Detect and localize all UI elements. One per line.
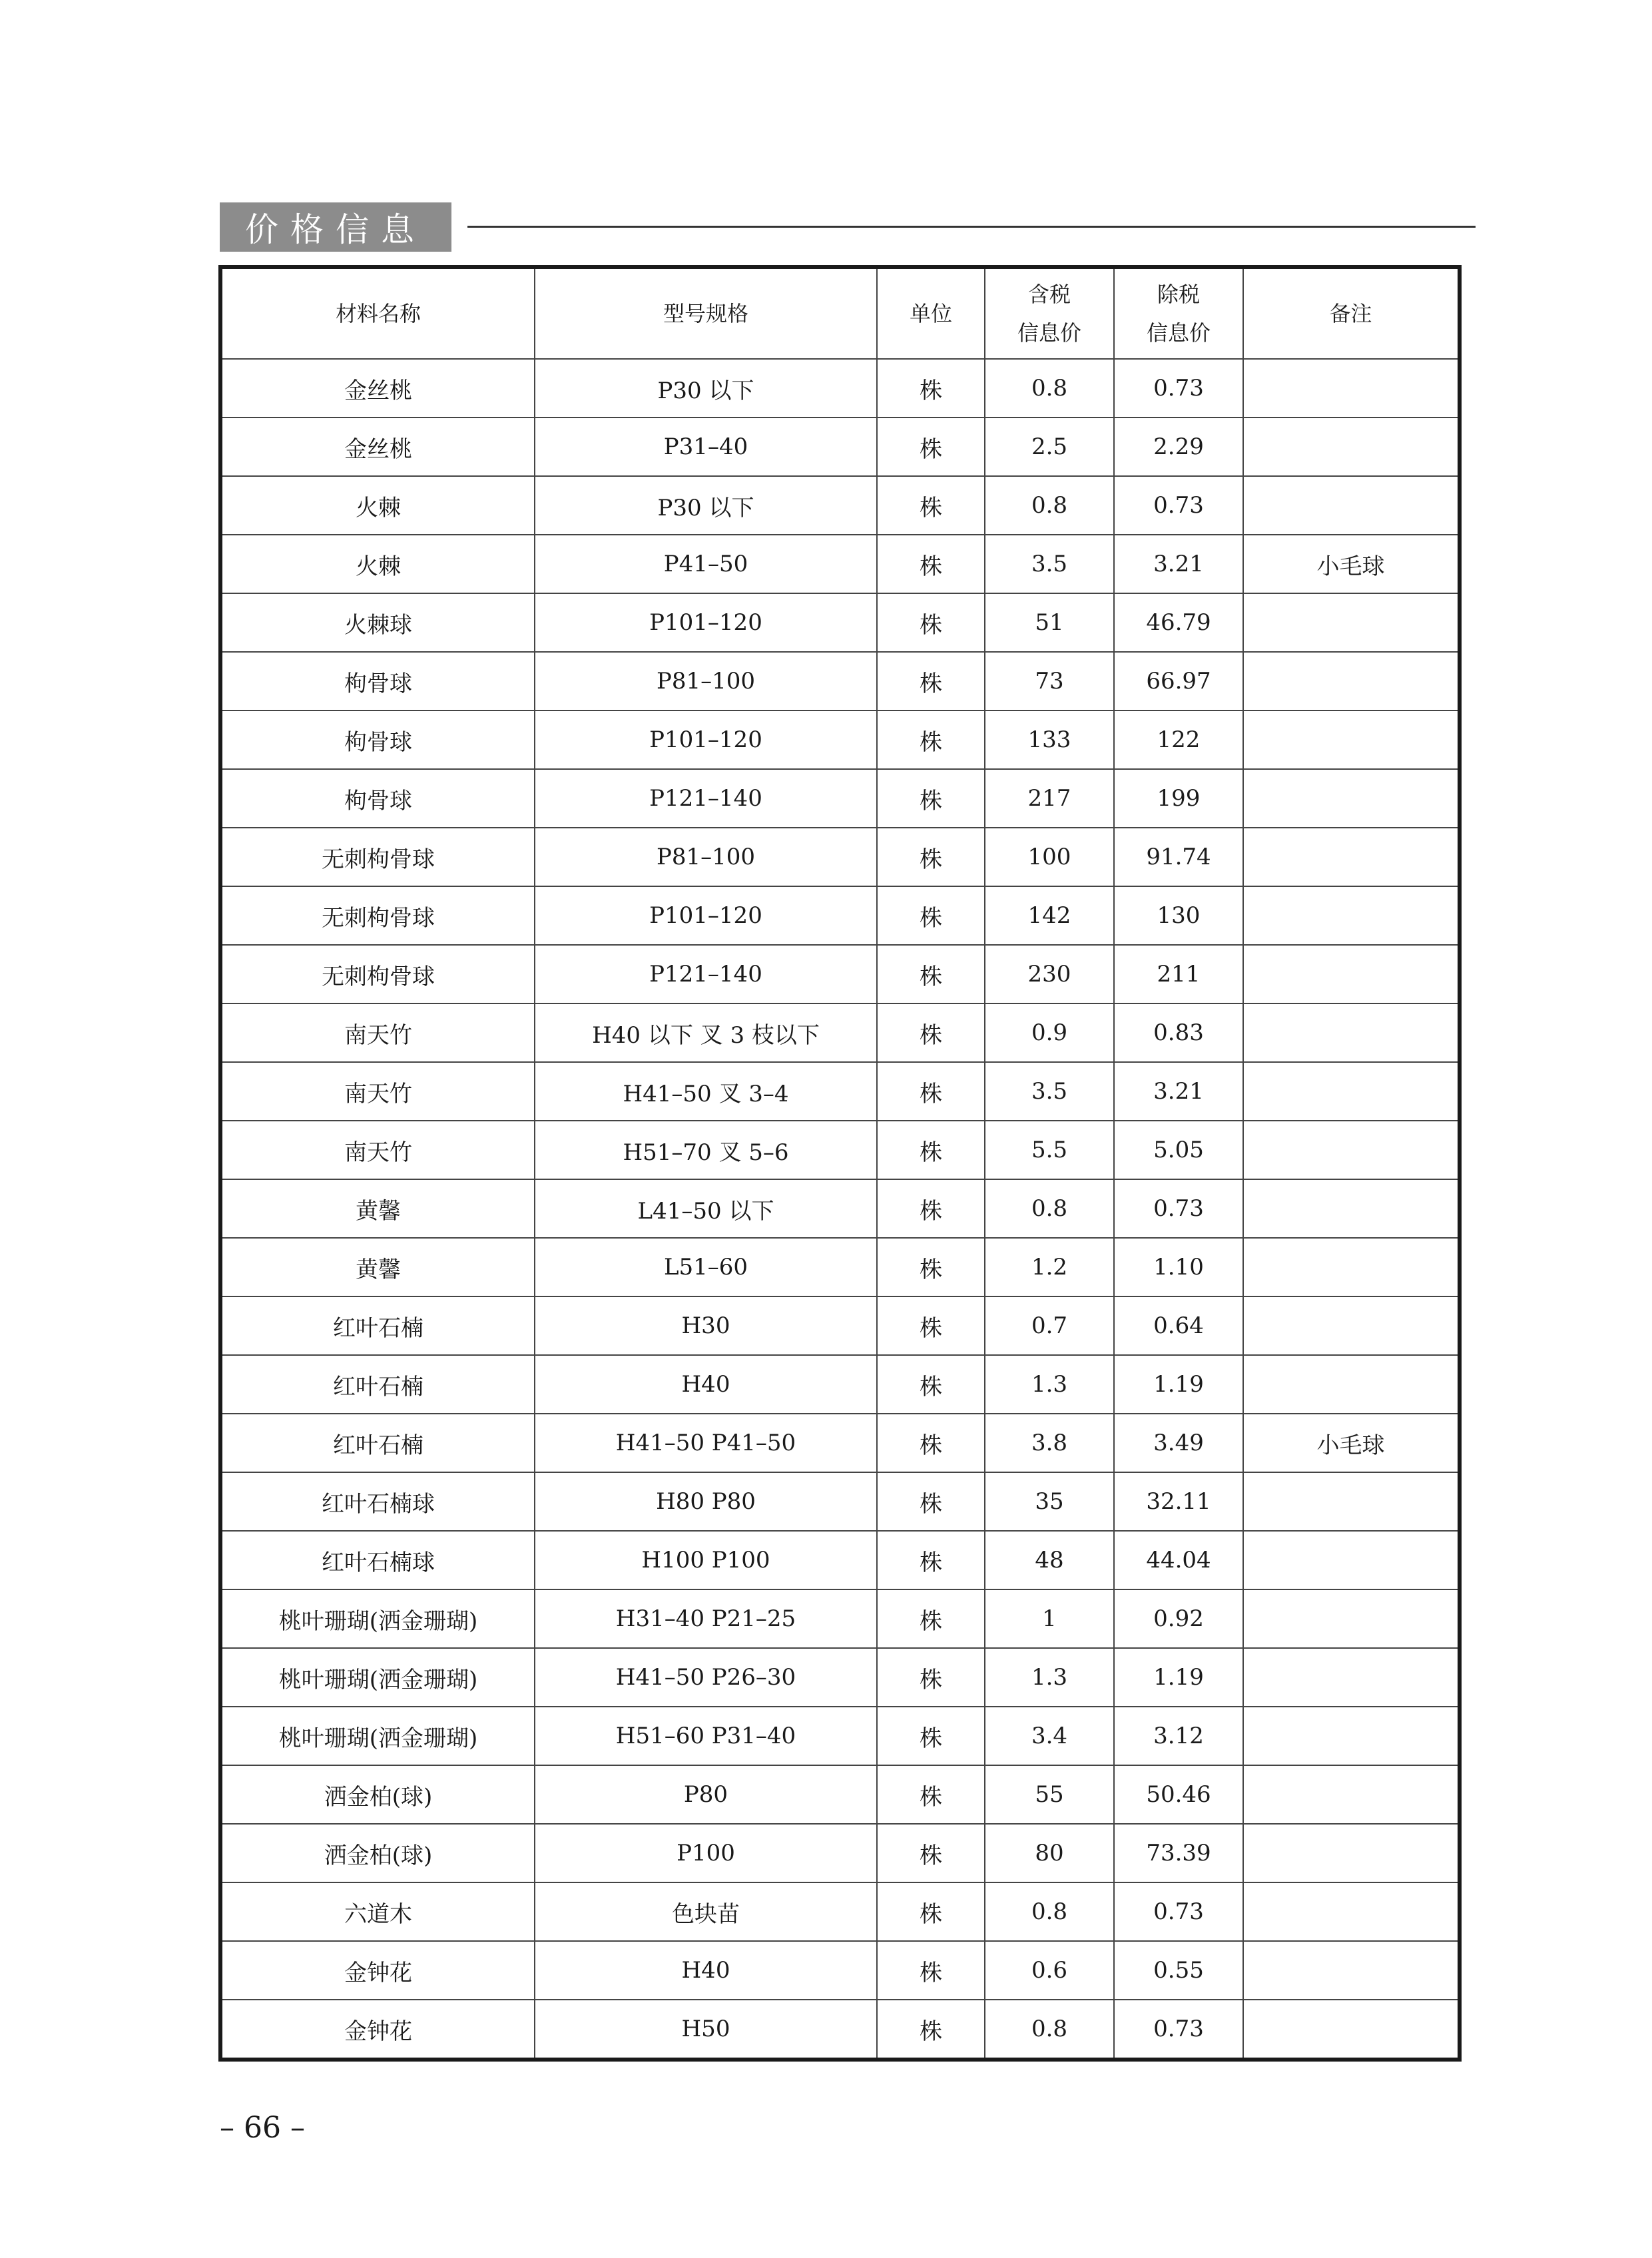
- cell-spec: P101–120: [535, 593, 877, 652]
- cell-remark: [1243, 418, 1460, 476]
- cell-name: 红叶石楠: [220, 1355, 535, 1414]
- cell-name: 六道木: [220, 1882, 535, 1941]
- cell-tax-inclusive-price: 3.8: [985, 1414, 1114, 1472]
- cell-remark: [1243, 1472, 1460, 1531]
- cell-unit: 株: [877, 535, 985, 593]
- table-row: [220, 652, 1460, 710]
- cell-tax-inclusive-price: 2.5: [985, 418, 1114, 476]
- cell-unit: 株: [877, 1238, 985, 1296]
- cell-name: 桃叶珊瑚(洒金珊瑚): [220, 1648, 535, 1707]
- cell-tax-inclusive-price: 5.5: [985, 1121, 1114, 1179]
- header-tax-exclusive-line2: 信息价: [1146, 320, 1211, 346]
- cell-spec: H40: [535, 1355, 877, 1414]
- cell-unit: 株: [877, 1765, 985, 1824]
- cell-unit: 株: [877, 1472, 985, 1531]
- cell-tax-inclusive-price: 142: [985, 886, 1114, 945]
- table-body: [220, 359, 1460, 2060]
- cell-tax-exclusive-price: 1.19: [1114, 1355, 1243, 1414]
- cell-unit: 株: [877, 1707, 985, 1765]
- cell-tax-inclusive-price: 3.5: [985, 535, 1114, 593]
- table-row: [220, 1882, 1460, 1941]
- cell-remark: [1243, 1179, 1460, 1238]
- cell-name: 红叶石楠: [220, 1414, 535, 1472]
- cell-tax-inclusive-price: 51: [985, 593, 1114, 652]
- cell-unit: 株: [877, 769, 985, 828]
- header-tax-exclusive-line1: 除税: [1157, 282, 1200, 307]
- cell-spec: H100 P100: [535, 1531, 877, 1589]
- table-row: [220, 359, 1460, 418]
- cell-tax-inclusive-price: 100: [985, 828, 1114, 886]
- cell-tax-exclusive-price: 5.05: [1114, 1121, 1243, 1179]
- cell-remark: [1243, 886, 1460, 945]
- cell-unit: 株: [877, 1179, 985, 1238]
- cell-tax-exclusive-price: 122: [1114, 710, 1243, 769]
- cell-name: 火棘: [220, 535, 535, 593]
- table-row: [220, 769, 1460, 828]
- cell-remark: [1243, 2000, 1460, 2060]
- cell-unit: 株: [877, 1062, 985, 1121]
- cell-spec: H40: [535, 1941, 877, 2000]
- cell-name: 枸骨球: [220, 769, 535, 828]
- cell-spec: P101–120: [535, 886, 877, 945]
- cell-name: 金钟花: [220, 2000, 535, 2060]
- cell-name: 金丝桃: [220, 418, 535, 476]
- table-row: [220, 1648, 1460, 1707]
- cell-tax-exclusive-price: 50.46: [1114, 1765, 1243, 1824]
- cell-remark: [1243, 828, 1460, 886]
- cell-tax-exclusive-price: 0.73: [1114, 1179, 1243, 1238]
- table-row: [220, 2000, 1460, 2060]
- table-row: [220, 945, 1460, 1003]
- page-number: – 66 –: [220, 2111, 305, 2145]
- cell-unit: 株: [877, 1414, 985, 1472]
- table-row: [220, 1238, 1460, 1296]
- cell-remark: [1243, 1531, 1460, 1589]
- cell-tax-exclusive-price: 66.97: [1114, 652, 1243, 710]
- header-name: 材料名称: [220, 267, 535, 359]
- cell-unit: 株: [877, 359, 985, 418]
- header-unit: 单位: [877, 267, 985, 359]
- cell-spec: H51–70 叉 5–6: [535, 1121, 877, 1179]
- cell-remark: [1243, 1941, 1460, 2000]
- cell-spec: P121–140: [535, 945, 877, 1003]
- cell-unit: 株: [877, 828, 985, 886]
- table-row: [220, 1707, 1460, 1765]
- cell-remark: 小毛球: [1243, 535, 1460, 593]
- header-tax-inclusive: [985, 267, 1114, 359]
- cell-unit: 株: [877, 1531, 985, 1589]
- cell-tax-exclusive-price: 211: [1114, 945, 1243, 1003]
- cell-spec: H41–50 P41–50: [535, 1414, 877, 1472]
- cell-tax-exclusive-price: 3.12: [1114, 1707, 1243, 1765]
- cell-tax-exclusive-price: 0.64: [1114, 1296, 1243, 1355]
- cell-remark: [1243, 359, 1460, 418]
- cell-tax-exclusive-price: 32.11: [1114, 1472, 1243, 1531]
- cell-spec: H51–60 P31–40: [535, 1707, 877, 1765]
- table-row: [220, 1121, 1460, 1179]
- cell-name: 桃叶珊瑚(洒金珊瑚): [220, 1589, 535, 1648]
- cell-unit: 株: [877, 886, 985, 945]
- cell-spec: H50: [535, 2000, 877, 2060]
- cell-name: 南天竹: [220, 1062, 535, 1121]
- cell-unit: 株: [877, 2000, 985, 2060]
- cell-remark: [1243, 1882, 1460, 1941]
- table-header: [220, 267, 1460, 359]
- table-row: [220, 1941, 1460, 2000]
- cell-tax-inclusive-price: 1.3: [985, 1355, 1114, 1414]
- cell-tax-inclusive-price: 0.8: [985, 476, 1114, 535]
- cell-name: 无刺枸骨球: [220, 945, 535, 1003]
- table-row: [220, 1062, 1460, 1121]
- cell-remark: [1243, 593, 1460, 652]
- cell-name: 黄馨: [220, 1238, 535, 1296]
- cell-tax-exclusive-price: 91.74: [1114, 828, 1243, 886]
- cell-name: 南天竹: [220, 1121, 535, 1179]
- cell-remark: [1243, 652, 1460, 710]
- cell-spec: P31–40: [535, 418, 877, 476]
- table-row: [220, 1003, 1460, 1062]
- cell-tax-inclusive-price: 0.8: [985, 1179, 1114, 1238]
- cell-tax-exclusive-price: 3.21: [1114, 535, 1243, 593]
- cell-tax-inclusive-price: 1: [985, 1589, 1114, 1648]
- cell-unit: 株: [877, 418, 985, 476]
- cell-spec: P30 以下: [535, 359, 877, 418]
- cell-tax-inclusive-price: 0.8: [985, 2000, 1114, 2060]
- cell-remark: 小毛球: [1243, 1414, 1460, 1472]
- cell-spec: H80 P80: [535, 1472, 877, 1531]
- cell-tax-exclusive-price: 0.83: [1114, 1003, 1243, 1062]
- cell-spec: H31–40 P21–25: [535, 1589, 877, 1648]
- cell-tax-inclusive-price: 55: [985, 1765, 1114, 1824]
- cell-unit: 株: [877, 652, 985, 710]
- table-row: [220, 1472, 1460, 1531]
- cell-spec: H41–50 叉 3–4: [535, 1062, 877, 1121]
- cell-name: 枸骨球: [220, 652, 535, 710]
- cell-name: 红叶石楠球: [220, 1531, 535, 1589]
- cell-name: 无刺枸骨球: [220, 828, 535, 886]
- cell-unit: 株: [877, 1882, 985, 1941]
- cell-spec: P80: [535, 1765, 877, 1824]
- cell-spec: 色块苗: [535, 1882, 877, 1941]
- cell-name: 桃叶珊瑚(洒金珊瑚): [220, 1707, 535, 1765]
- table-row: [220, 418, 1460, 476]
- cell-tax-inclusive-price: 217: [985, 769, 1114, 828]
- cell-spec: P100: [535, 1824, 877, 1882]
- cell-tax-exclusive-price: 0.55: [1114, 1941, 1243, 2000]
- cell-unit: 株: [877, 476, 985, 535]
- cell-remark: [1243, 769, 1460, 828]
- cell-tax-exclusive-price: 73.39: [1114, 1824, 1243, 1882]
- cell-remark: [1243, 1765, 1460, 1824]
- cell-remark: [1243, 1648, 1460, 1707]
- header-tax-exclusive: [1114, 267, 1243, 359]
- cell-spec: L41–50 以下: [535, 1179, 877, 1238]
- cell-tax-exclusive-price: 0.92: [1114, 1589, 1243, 1648]
- cell-tax-exclusive-price: 44.04: [1114, 1531, 1243, 1589]
- cell-tax-exclusive-price: 199: [1114, 769, 1243, 828]
- cell-tax-exclusive-price: 3.21: [1114, 1062, 1243, 1121]
- cell-name: 火棘: [220, 476, 535, 535]
- cell-tax-exclusive-price: 0.73: [1114, 476, 1243, 535]
- table-row: [220, 710, 1460, 769]
- cell-tax-inclusive-price: 0.6: [985, 1941, 1114, 2000]
- cell-spec: P81–100: [535, 652, 877, 710]
- cell-remark: [1243, 1062, 1460, 1121]
- section-title: 价格信息: [220, 202, 451, 252]
- table-row: [220, 1414, 1460, 1472]
- cell-tax-exclusive-price: 2.29: [1114, 418, 1243, 476]
- cell-name: 南天竹: [220, 1003, 535, 1062]
- cell-tax-inclusive-price: 0.8: [985, 1882, 1114, 1941]
- header-remark: 备注: [1243, 267, 1460, 359]
- cell-tax-inclusive-price: 48: [985, 1531, 1114, 1589]
- cell-unit: 株: [877, 593, 985, 652]
- cell-tax-inclusive-price: 3.5: [985, 1062, 1114, 1121]
- header-tax-inclusive-line2: 信息价: [1017, 320, 1081, 346]
- cell-spec: P81–100: [535, 828, 877, 886]
- cell-tax-exclusive-price: 0.73: [1114, 1882, 1243, 1941]
- cell-unit: 株: [877, 1355, 985, 1414]
- cell-remark: [1243, 1355, 1460, 1414]
- cell-unit: 株: [877, 710, 985, 769]
- cell-remark: [1243, 710, 1460, 769]
- cell-unit: 株: [877, 945, 985, 1003]
- cell-unit: 株: [877, 1589, 985, 1648]
- cell-spec: P41–50: [535, 535, 877, 593]
- cell-unit: 株: [877, 1121, 985, 1179]
- cell-tax-inclusive-price: 0.8: [985, 359, 1114, 418]
- cell-tax-inclusive-price: 35: [985, 1472, 1114, 1531]
- cell-remark: [1243, 1238, 1460, 1296]
- cell-tax-inclusive-price: 80: [985, 1824, 1114, 1882]
- cell-spec: H30: [535, 1296, 877, 1355]
- cell-unit: 株: [877, 1648, 985, 1707]
- cell-tax-inclusive-price: 1.3: [985, 1648, 1114, 1707]
- cell-name: 枸骨球: [220, 710, 535, 769]
- table-row: [220, 1765, 1460, 1824]
- cell-name: 红叶石楠: [220, 1296, 535, 1355]
- cell-tax-exclusive-price: 46.79: [1114, 593, 1243, 652]
- cell-name: 黄馨: [220, 1179, 535, 1238]
- cell-spec: P101–120: [535, 710, 877, 769]
- cell-tax-inclusive-price: 0.7: [985, 1296, 1114, 1355]
- cell-unit: 株: [877, 1824, 985, 1882]
- table-row: [220, 1179, 1460, 1238]
- cell-remark: [1243, 945, 1460, 1003]
- cell-tax-inclusive-price: 1.2: [985, 1238, 1114, 1296]
- cell-name: 红叶石楠球: [220, 1472, 535, 1531]
- cell-unit: 株: [877, 1003, 985, 1062]
- cell-name: 洒金柏(球): [220, 1824, 535, 1882]
- table-row: [220, 886, 1460, 945]
- price-table: [218, 265, 1462, 2062]
- cell-tax-exclusive-price: 3.49: [1114, 1414, 1243, 1472]
- cell-tax-inclusive-price: 133: [985, 710, 1114, 769]
- header-spec: 型号规格: [535, 267, 877, 359]
- table-row: [220, 1355, 1460, 1414]
- cell-remark: [1243, 1589, 1460, 1648]
- header-row: [220, 267, 1460, 359]
- table-row: [220, 535, 1460, 593]
- cell-remark: [1243, 476, 1460, 535]
- table-row: [220, 1531, 1460, 1589]
- cell-name: 洒金柏(球): [220, 1765, 535, 1824]
- table-row: [220, 476, 1460, 535]
- cell-remark: [1243, 1296, 1460, 1355]
- cell-tax-exclusive-price: 130: [1114, 886, 1243, 945]
- table-row: [220, 1296, 1460, 1355]
- cell-tax-exclusive-price: 1.10: [1114, 1238, 1243, 1296]
- cell-spec: H41–50 P26–30: [535, 1648, 877, 1707]
- cell-name: 金丝桃: [220, 359, 535, 418]
- cell-tax-exclusive-price: 0.73: [1114, 359, 1243, 418]
- cell-spec: P30 以下: [535, 476, 877, 535]
- cell-name: 金钟花: [220, 1941, 535, 2000]
- table-row: [220, 828, 1460, 886]
- cell-tax-exclusive-price: 1.19: [1114, 1648, 1243, 1707]
- section-divider: [467, 226, 1476, 228]
- cell-name: 火棘球: [220, 593, 535, 652]
- cell-tax-inclusive-price: 3.4: [985, 1707, 1114, 1765]
- cell-remark: [1243, 1707, 1460, 1765]
- cell-unit: 株: [877, 1941, 985, 2000]
- cell-remark: [1243, 1824, 1460, 1882]
- cell-tax-inclusive-price: 73: [985, 652, 1114, 710]
- cell-remark: [1243, 1003, 1460, 1062]
- cell-spec: L51–60: [535, 1238, 877, 1296]
- table-row: [220, 1824, 1460, 1882]
- cell-tax-exclusive-price: 0.73: [1114, 2000, 1243, 2060]
- cell-tax-inclusive-price: 0.9: [985, 1003, 1114, 1062]
- header-tax-inclusive-line1: 含税: [1027, 282, 1071, 307]
- table-row: [220, 593, 1460, 652]
- cell-tax-inclusive-price: 230: [985, 945, 1114, 1003]
- table-row: [220, 1589, 1460, 1648]
- cell-spec: P121–140: [535, 769, 877, 828]
- cell-unit: 株: [877, 1296, 985, 1355]
- cell-remark: [1243, 1121, 1460, 1179]
- cell-name: 无刺枸骨球: [220, 886, 535, 945]
- cell-spec: H40 以下 叉 3 枝以下: [535, 1003, 877, 1062]
